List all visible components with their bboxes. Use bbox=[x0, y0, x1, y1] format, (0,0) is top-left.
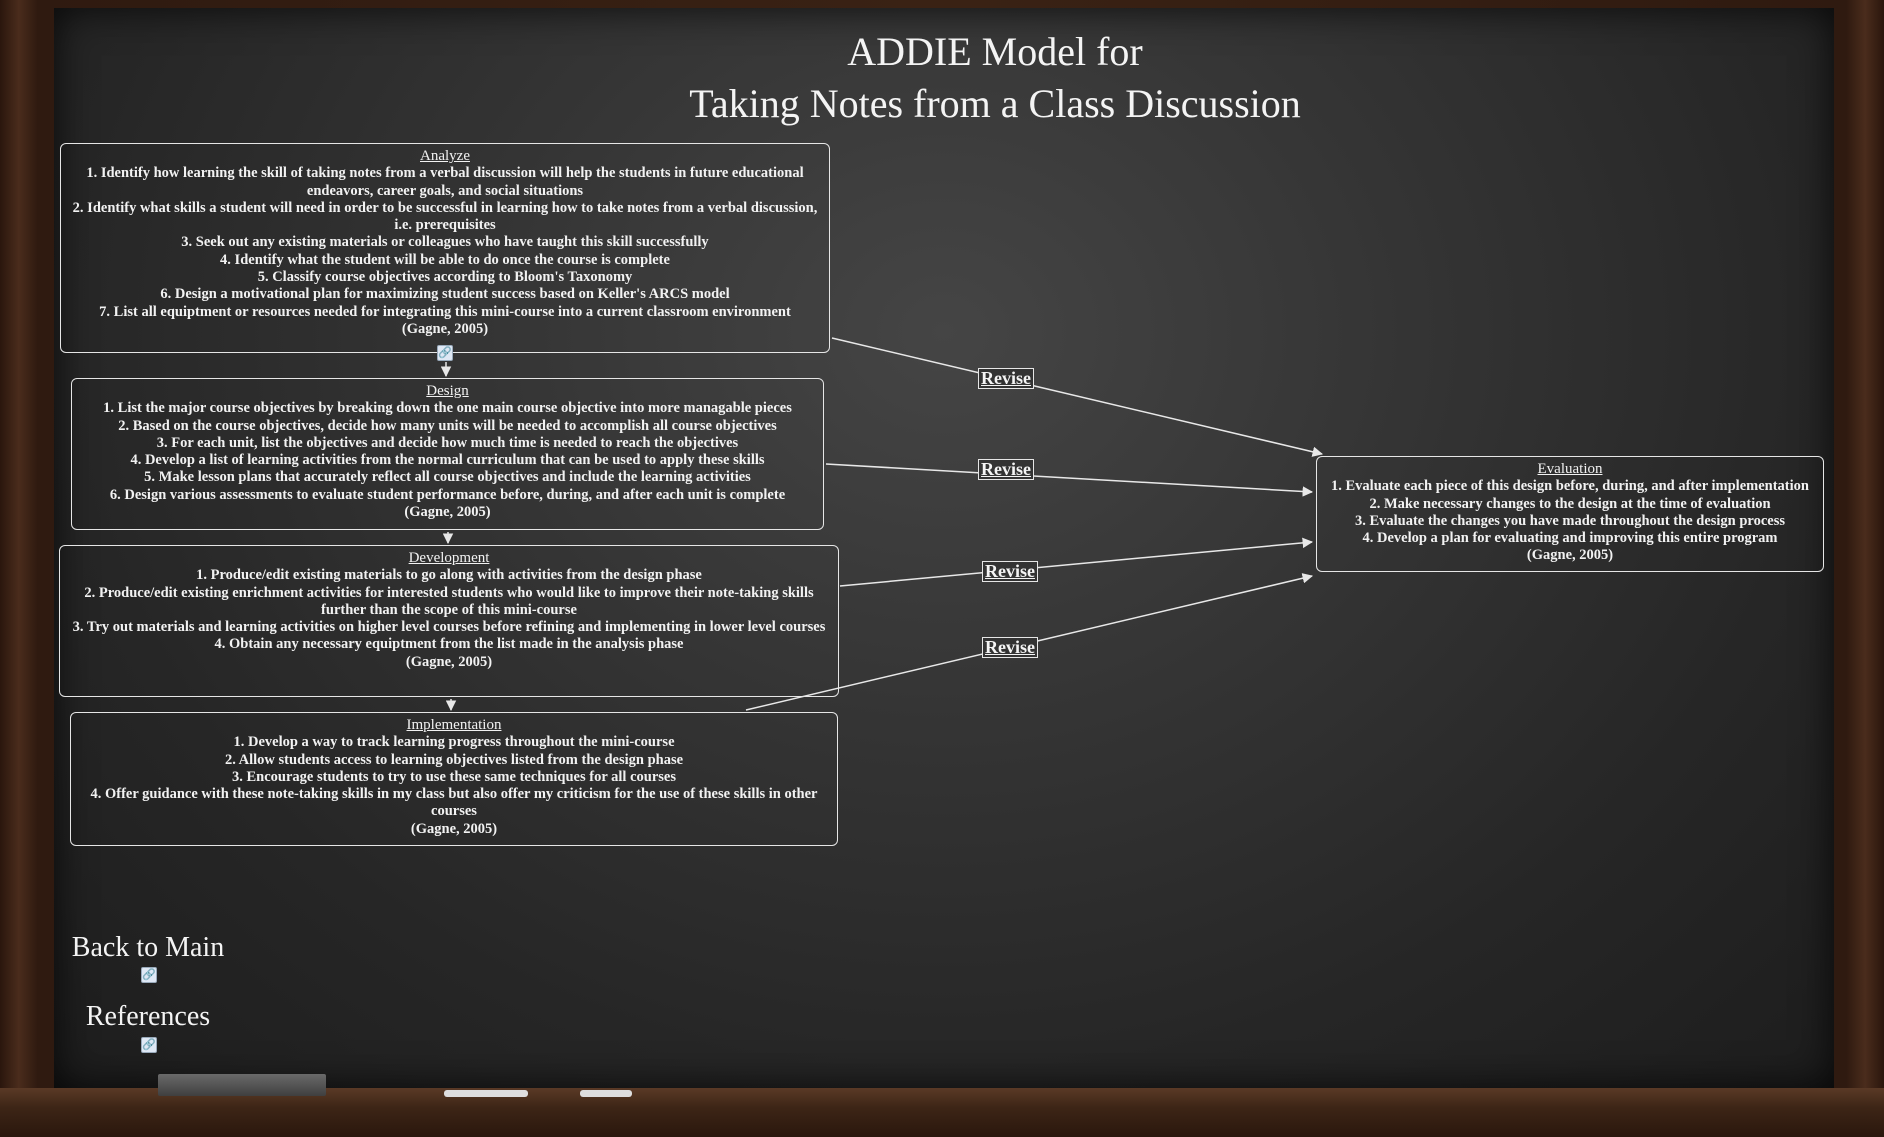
implementation-box bbox=[70, 712, 838, 846]
implementation-item: 4. Offer guidance with these note-taking skills in my class but also offer my criticism for the use of these skills in other courses bbox=[90, 786, 818, 820]
design-citation: (Gagne, 2005) bbox=[404, 504, 491, 521]
development-heading: Development bbox=[408, 550, 490, 566]
design-item: 4. Develop a list of learning activities from the normal curriculum that can be used to apply these skills bbox=[130, 452, 765, 469]
analyze-item: 2. Identify what skills a student will need in order to be successful in learning how to take notes from a verbal discussion, i.e. prerequisites bbox=[72, 199, 818, 234]
implementation-item: 2. Allow students access to learning objectives listed from the design phase bbox=[224, 751, 684, 768]
evaluation-box bbox=[1316, 456, 1824, 572]
development-item: 1. Produce/edit existing materials to go along with activities from the design phase bbox=[196, 567, 702, 584]
evaluation-item: 4. Develop a plan for evaluating and improving this entire program bbox=[1362, 530, 1778, 547]
eraser bbox=[158, 1074, 326, 1096]
hyperlink-icon[interactable]: 🔗 bbox=[142, 1038, 156, 1051]
hyperlink-icon[interactable]: 🔗 bbox=[438, 346, 452, 359]
design-item: 2. Based on the course objectives, decide how many units will be needed to accomplish all course objectives bbox=[118, 417, 777, 434]
development-box bbox=[59, 545, 839, 697]
title-line-1: ADDIE Model for bbox=[847, 29, 1143, 74]
evaluation-item: 1. Evaluate each piece of this design before, during, and after implementation bbox=[1331, 478, 1809, 495]
analyze-citation: (Gagne, 2005) bbox=[401, 320, 489, 337]
analyze-item: 3. Seek out any existing materials or colleagues who have taught this skill successfully bbox=[181, 234, 709, 251]
design-item: 3. For each unit, list the objectives and decide how much time is needed to reach the objectives bbox=[156, 434, 739, 451]
evaluation-heading: Evaluation bbox=[1537, 461, 1603, 477]
implementation-item: 1. Develop a way to track learning progress throughout the mini-course bbox=[233, 734, 675, 751]
analyze-item: 1. Identify how learning the skill of taking notes from a verbal discussion will help the students in future educational endeavors, career goals, and social situations bbox=[86, 165, 804, 199]
implementation-citation: (Gagne, 2005) bbox=[410, 820, 498, 837]
revise-label: Revise bbox=[982, 637, 1038, 658]
design-item: 6. Design various assessments to evaluate student performance before, during, and after each unit is complete bbox=[109, 486, 786, 503]
development-item: 3. Try out materials and learning activities on higher level courses before refining and implementing in lower level courses bbox=[72, 619, 826, 636]
implementation-heading: Implementation bbox=[406, 717, 502, 733]
design-box bbox=[71, 378, 824, 530]
revise-label: Revise bbox=[978, 368, 1034, 389]
hyperlink-icon[interactable]: 🔗 bbox=[142, 968, 156, 981]
evaluation-citation: (Gagne, 2005) bbox=[1526, 547, 1614, 564]
analyze-item: 5. Classify course objectives according to Bloom's Taxonomy bbox=[257, 269, 633, 286]
references-link[interactable]: References bbox=[85, 1001, 211, 1032]
back-to-main-link[interactable]: Back to Main bbox=[71, 932, 225, 963]
revise-label: Revise bbox=[982, 561, 1038, 582]
analyze-item: 4. Identify what the student will be able to do once the course is complete bbox=[220, 251, 670, 268]
analyze-box bbox=[60, 143, 830, 353]
page-title bbox=[560, 26, 1430, 130]
design-heading: Design bbox=[426, 383, 469, 399]
development-item: 2. Produce/edit existing enrichment activities for interested students who would like to improve their note-taking skills further than the scope of this mini-course bbox=[84, 584, 814, 618]
implementation-item: 3. Encourage students to try to use these same techniques for all courses bbox=[232, 768, 676, 785]
design-item: 1. List the major course objectives by breaking down the one main course objective into more managable pieces bbox=[103, 400, 792, 417]
analyze-item: 7. List all equiptment or resources needed for integrating this mini-course into a current classroom environment bbox=[99, 303, 791, 320]
evaluation-item: 3. Evaluate the changes you have made throughout the design process bbox=[1354, 512, 1786, 529]
chalk-stick bbox=[580, 1090, 632, 1097]
chalk-stick bbox=[444, 1090, 528, 1097]
development-item: 4. Obtain any necessary equiptment from the list made in the analysis phase bbox=[214, 636, 684, 653]
development-citation: (Gagne, 2005) bbox=[405, 653, 493, 670]
design-item: 5. Make lesson plans that accurately reflect all course objectives and include the learning activities bbox=[144, 469, 751, 486]
revise-label: Revise bbox=[978, 459, 1034, 480]
evaluation-item: 2. Make necessary changes to the design at the time of evaluation bbox=[1369, 495, 1771, 512]
analyze-item: 6. Design a motivational plan for maximizing student success based on Keller's ARCS model bbox=[160, 286, 730, 303]
title-line-2: Taking Notes from a Class Discussion bbox=[689, 81, 1301, 126]
analyze-heading: Analyze bbox=[420, 148, 470, 164]
